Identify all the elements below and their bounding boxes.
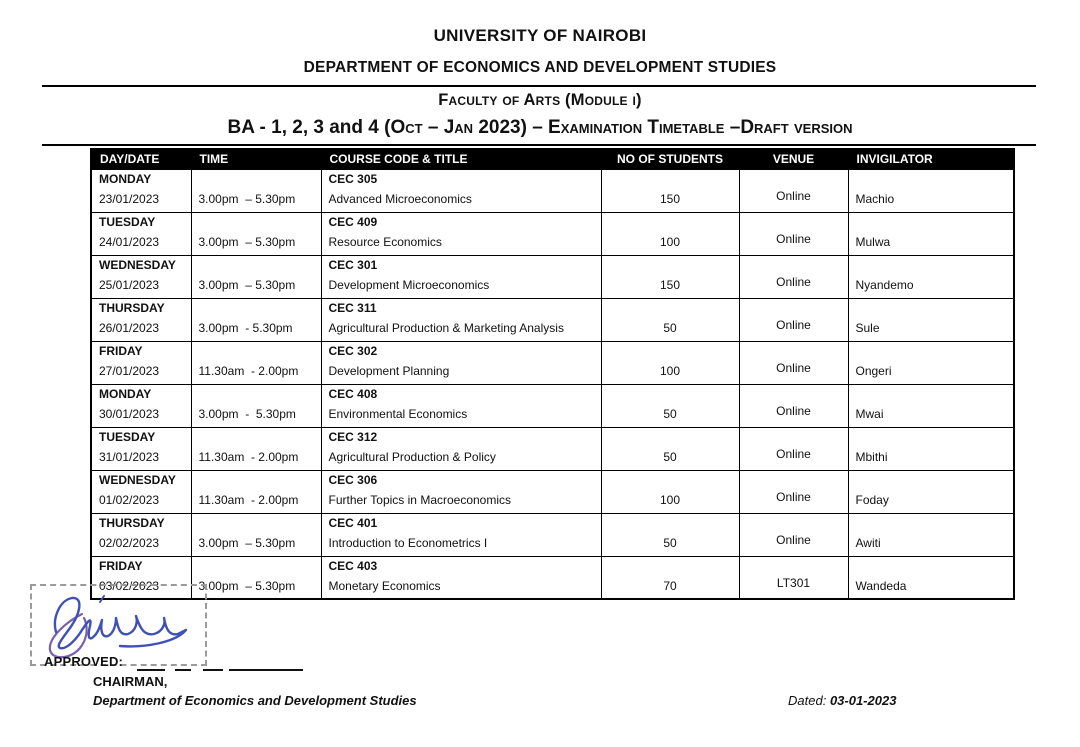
course-title: Advanced Microeconomics [328, 191, 472, 206]
course-title: Agricultural Production & Marketing Analysis [328, 320, 564, 335]
exam-title-segment: ) – [520, 117, 549, 138]
students-cell [601, 556, 739, 599]
course-cell [321, 556, 601, 599]
dated-line [788, 693, 896, 708]
course-cell [321, 255, 601, 298]
day-date-cell [91, 298, 191, 341]
course-code: CEC 311 [328, 300, 377, 315]
venue-label: Online [776, 403, 811, 418]
course-cell [321, 298, 601, 341]
venue-cell [739, 384, 848, 427]
venue-cell [739, 556, 848, 599]
invigilator-cell [848, 513, 1014, 556]
date-label: 25/01/2023 [99, 277, 160, 292]
table-row [91, 298, 1014, 341]
approved-label: APPROVED: [44, 654, 124, 669]
header-row [91, 149, 1014, 169]
venue-label: Online [776, 274, 811, 289]
col-header-students: NO OF STUDENTS [601, 149, 739, 169]
students-count: 100 [659, 492, 681, 507]
course-title: Resource Economics [328, 234, 442, 249]
table-row [91, 384, 1014, 427]
day-date-cell [91, 255, 191, 298]
day-label: TUESDAY [99, 214, 156, 229]
day-label: FRIDAY [99, 558, 143, 573]
students-count: 150 [659, 277, 681, 292]
venue-cell [739, 169, 848, 212]
time-cell [191, 255, 321, 298]
students-count: 50 [663, 535, 677, 550]
students-count: 50 [663, 449, 677, 464]
course-code: CEC 302 [328, 343, 378, 358]
time-cell [191, 384, 321, 427]
course-code: CEC 306 [328, 472, 378, 487]
time-cell [191, 212, 321, 255]
invigilator-cell [848, 470, 1014, 513]
date-label: 02/02/2023 [99, 535, 160, 550]
venue-label: Online [776, 446, 811, 461]
col-header-day-date: DAY/DATE [91, 149, 191, 169]
students-cell [601, 513, 739, 556]
course-cell [321, 427, 601, 470]
students-cell [601, 470, 739, 513]
table-row [91, 556, 1014, 599]
time-cell [191, 169, 321, 212]
date-label: 23/01/2023 [99, 191, 160, 206]
time-label: 3.00pm – 5.30pm [198, 535, 296, 550]
invigilator-cell [848, 169, 1014, 212]
department-subtitle: DEPARTMENT OF ECONOMICS AND DEVELOPMENT STUDIES [303, 59, 777, 76]
exam-title [0, 115, 1080, 141]
venue-label: Online [776, 360, 811, 375]
students-cell [601, 341, 739, 384]
course-cell [321, 384, 601, 427]
course-cell [321, 341, 601, 384]
time-label: 3.00pm – 5.30pm [198, 578, 296, 593]
students-count: 50 [663, 320, 677, 335]
date-label: 24/01/2023 [99, 234, 160, 249]
invigilator-cell [848, 556, 1014, 599]
course-title: Agricultural Production & Policy [328, 449, 496, 464]
time-label: 3.00pm - 5.30pm [198, 406, 296, 421]
table-row [91, 169, 1014, 212]
dated-value: 03-01-2023 [829, 693, 897, 708]
invigilator-cell [848, 341, 1014, 384]
students-cell [601, 255, 739, 298]
day-date-cell [91, 169, 191, 212]
invigilator-cell [848, 384, 1014, 427]
invigilator-cell [848, 212, 1014, 255]
day-label: TUESDAY [99, 429, 156, 444]
table-row [91, 341, 1014, 384]
day-date-cell [91, 427, 191, 470]
invigilator-cell [848, 298, 1014, 341]
day-label: THURSDAY [99, 515, 165, 530]
students-count: 100 [659, 234, 681, 249]
date-label: 27/01/2023 [99, 363, 160, 378]
exam-title-segment: Draft version [740, 117, 853, 138]
underline-segment [175, 669, 191, 671]
date-label: 26/01/2023 [99, 320, 160, 335]
day-date-cell [91, 341, 191, 384]
day-date-cell [91, 470, 191, 513]
course-code: CEC 401 [328, 515, 378, 530]
course-title: Development Planning [328, 363, 450, 378]
time-label: 3.00pm – 5.30pm [198, 277, 296, 292]
exam-title-segment: Examination Timetable [548, 117, 725, 138]
time-cell [191, 341, 321, 384]
exam-title-segment: Oct – Jan 2023 [390, 117, 521, 138]
day-date-cell [91, 513, 191, 556]
underline-segment [229, 669, 303, 671]
course-code: CEC 403 [328, 558, 378, 573]
invigilator-name: Foday [855, 492, 889, 507]
course-cell [321, 470, 601, 513]
header-rule-bottom [42, 144, 1036, 146]
table-row [91, 513, 1014, 556]
department-signoff: Department of Economics and Development Studies [93, 693, 417, 708]
venue-label: Online [776, 188, 811, 203]
venue-label: LT301 [776, 575, 811, 590]
day-label: MONDAY [99, 386, 152, 401]
invigilator-name: Mbithi [855, 449, 888, 464]
invigilator-name: Wandeda [855, 578, 907, 593]
students-cell [601, 384, 739, 427]
faculty-line: Faculty of Arts (Module i) [438, 91, 642, 109]
invigilator-name: Awiti [855, 535, 881, 550]
students-count: 100 [659, 363, 681, 378]
col-header-venue: VENUE [739, 149, 848, 169]
day-label: WEDNESDAY [99, 472, 176, 487]
exam-title-segment: – [724, 117, 741, 138]
course-code: CEC 301 [328, 257, 378, 272]
course-code: CEC 312 [328, 429, 378, 444]
header-rule-top [42, 85, 1036, 87]
col-header-invigilator: INVIGILATOR [848, 149, 1014, 169]
day-label: WEDNESDAY [99, 257, 176, 272]
page-title: UNIVERSITY OF NAIROBI [433, 26, 647, 45]
table-row [91, 212, 1014, 255]
timetable-body [91, 169, 1014, 599]
invigilator-cell [848, 427, 1014, 470]
date-label: 01/02/2023 [99, 492, 160, 507]
venue-label: Online [776, 489, 811, 504]
invigilator-name: Mulwa [855, 234, 891, 249]
invigilator-name: Sule [855, 320, 880, 335]
course-cell [321, 169, 601, 212]
day-label: FRIDAY [99, 343, 143, 358]
course-code: CEC 305 [328, 171, 378, 186]
course-title: Development Microeconomics [328, 277, 490, 292]
date-label: 31/01/2023 [99, 449, 160, 464]
table-row [91, 470, 1014, 513]
underline-segment [203, 669, 223, 671]
time-cell [191, 298, 321, 341]
time-cell [191, 470, 321, 513]
time-label: 3.00pm - 5.30pm [198, 320, 293, 335]
venue-label: Online [776, 231, 811, 246]
time-label: 11.30am - 2.00pm [198, 492, 299, 507]
course-code: CEC 409 [328, 214, 378, 229]
students-cell [601, 212, 739, 255]
dated-label: Dated: [788, 693, 827, 708]
students-cell [601, 169, 739, 212]
venue-label: Online [776, 532, 811, 547]
venue-cell [739, 255, 848, 298]
time-label: 3.00pm – 5.30pm [198, 234, 296, 249]
exam-timetable [90, 148, 1015, 600]
time-cell [191, 556, 321, 599]
time-cell [191, 513, 321, 556]
day-label: THURSDAY [99, 300, 165, 315]
course-code: CEC 408 [328, 386, 378, 401]
underline-segment [137, 669, 165, 671]
invigilator-name: Machio [855, 191, 895, 206]
col-header-course: COURSE CODE & TITLE [321, 149, 601, 169]
course-title: Monetary Economics [328, 578, 441, 593]
students-count: 150 [659, 191, 681, 206]
venue-cell [739, 427, 848, 470]
day-label: MONDAY [99, 171, 152, 186]
time-label: 3.00pm – 5.30pm [198, 191, 296, 206]
students-cell [601, 298, 739, 341]
students-count: 50 [663, 406, 677, 421]
venue-cell [739, 298, 848, 341]
day-date-cell [91, 212, 191, 255]
course-title: Introduction to Econometrics I [328, 535, 488, 550]
time-label: 11.30am - 2.00pm [198, 363, 299, 378]
time-cell [191, 427, 321, 470]
chairman-label: CHAIRMAN, [93, 674, 168, 689]
table-row [91, 255, 1014, 298]
invigilator-cell [848, 255, 1014, 298]
date-label: 30/01/2023 [99, 406, 160, 421]
venue-cell [739, 341, 848, 384]
time-label: 11.30am - 2.00pm [198, 449, 299, 464]
date-label: 03/02/2023 [99, 578, 160, 593]
invigilator-name: Mwai [855, 406, 884, 421]
approved-underline [137, 669, 303, 671]
venue-cell [739, 212, 848, 255]
course-title: Environmental Economics [328, 406, 468, 421]
venue-cell [739, 513, 848, 556]
students-count: 70 [663, 578, 677, 593]
day-date-cell [91, 384, 191, 427]
table-row [91, 427, 1014, 470]
venue-label: Online [776, 317, 811, 332]
course-title: Further Topics in Macroeconomics [328, 492, 512, 507]
invigilator-name: Nyandemo [855, 277, 914, 292]
exam-title-segment: BA - 1, 2, 3 and 4 ( [227, 117, 391, 138]
students-cell [601, 427, 739, 470]
course-cell [321, 513, 601, 556]
handwritten-signature-icon [36, 588, 194, 662]
venue-cell [739, 470, 848, 513]
course-cell [321, 212, 601, 255]
invigilator-name: Ongeri [855, 363, 892, 378]
timetable-header [91, 149, 1014, 169]
col-header-time: TIME [191, 149, 321, 169]
